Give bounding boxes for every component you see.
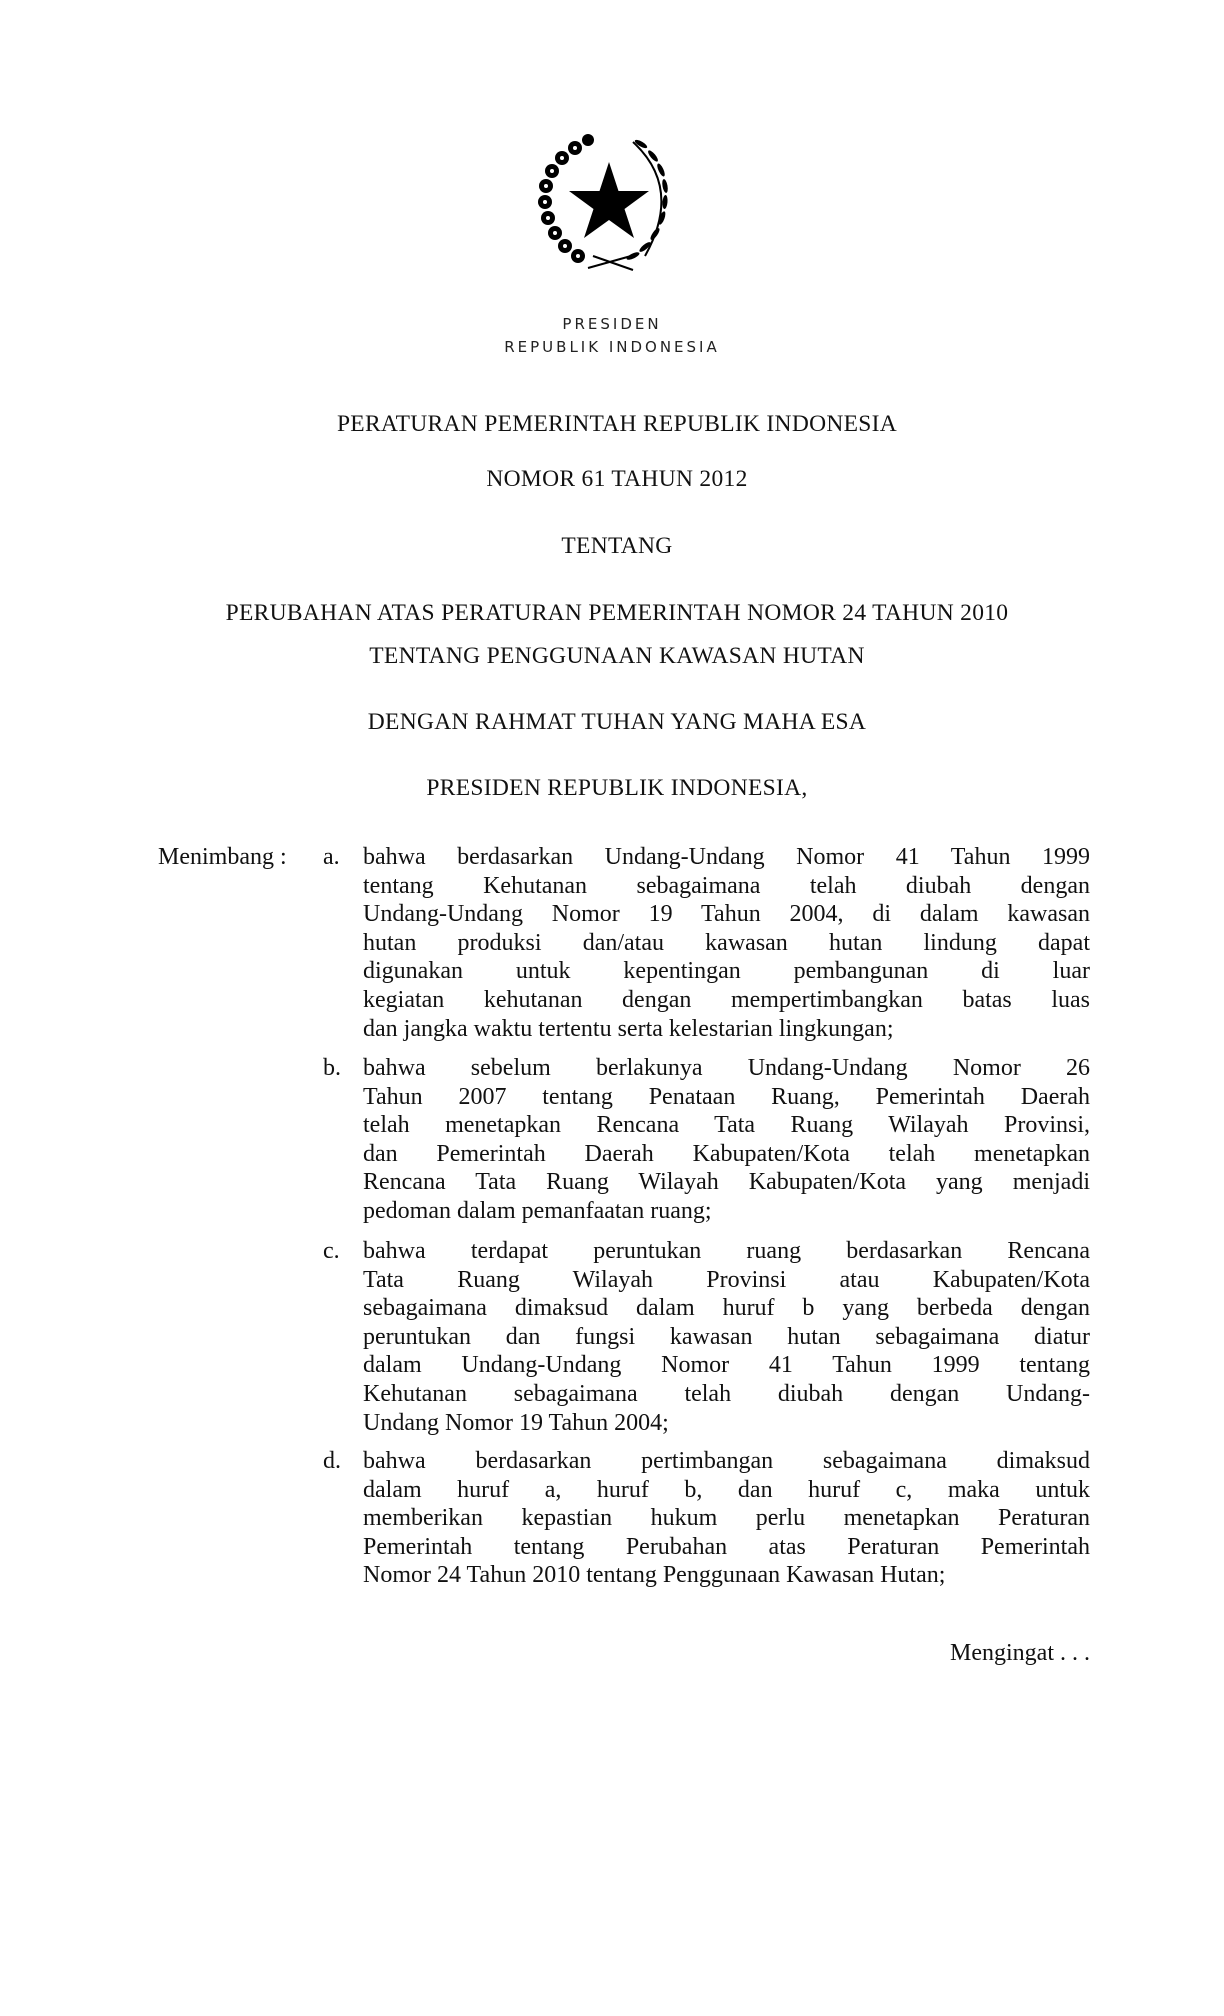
header-presiden: PRESIDEN xyxy=(562,315,662,333)
clause-line: Nomor 24 Tahun 2010 tentang Penggunaan Kawasan Hutan; xyxy=(363,1562,946,1589)
clause-text xyxy=(363,1447,1090,1590)
regulation-number: NOMOR 61 TAHUN 2012 xyxy=(486,466,748,492)
clause-text xyxy=(363,843,1090,1043)
clause-line: dalam huruf a, huruf b, dan huruf c, maka untuk xyxy=(363,1476,1090,1503)
clause-line: sebagaimana dimaksud dalam huruf b yang berbeda dengan xyxy=(363,1295,1090,1322)
clause-line: tentang Kehutanan sebagaimana telah diubah dengan xyxy=(363,872,1090,899)
presidential-emblem-icon xyxy=(533,128,685,280)
clause-line: dalam Undang-Undang Nomor 41 Tahun 1999 tentang xyxy=(363,1352,1090,1379)
clause-line: hutan produksi dan/atau kawasan hutan lindung dapat xyxy=(363,929,1090,956)
header-republik-indonesia: REPUBLIK INDONESIA xyxy=(504,338,720,356)
clause-marker: b. xyxy=(323,1055,341,1081)
clause-line: peruntukan dan fungsi kawasan hutan sebagaimana diatur xyxy=(363,1323,1090,1350)
clause-line: bahwa berdasarkan Undang-Undang Nomor 41 Tahun 1999 xyxy=(363,844,1090,870)
regulation-title: PERATURAN PEMERINTAH REPUBLIK INDONESIA xyxy=(336,411,898,437)
clause-line: dan jangka waktu tertentu serta kelestarian lingkungan; xyxy=(363,1015,894,1042)
clause-line: Tahun 2007 tentang Penataan Ruang, Pemerintah Daerah xyxy=(363,1083,1090,1110)
clause-line: bahwa terdapat peruntukan ruang berdasarkan Rencana xyxy=(363,1238,1090,1264)
clause-line: dan Pemerintah Daerah Kabupaten/Kota telah menetapkan xyxy=(363,1140,1090,1167)
clause-line: Rencana Tata Ruang Wilayah Kabupaten/Kota yang menjadi xyxy=(363,1169,1090,1196)
clause-line: digunakan untuk kepentingan pembangunan di luar xyxy=(363,958,1090,985)
clause-line: telah menetapkan Rencana Tata Ruang Wilayah Provinsi, xyxy=(363,1112,1090,1139)
clause-line: Undang-Undang Nomor 19 Tahun 2004, di dalam kawasan xyxy=(363,901,1090,928)
clause-line: Pemerintah tentang Perubahan atas Peraturan Pemerintah xyxy=(363,1533,1090,1560)
clause-marker: a. xyxy=(323,844,340,870)
clause-marker: c. xyxy=(323,1238,340,1264)
clause-text xyxy=(363,1054,1090,1226)
clause-text xyxy=(363,1237,1090,1437)
subject-line-2: TENTANG PENGGUNAAN KAWASAN HUTAN xyxy=(369,643,865,669)
preamble: DENGAN RAHMAT TUHAN YANG MAHA ESA xyxy=(367,709,867,735)
tentang-heading: TENTANG xyxy=(561,533,673,559)
clause-line: kegiatan kehutanan dengan mempertimbangkan batas luas xyxy=(363,986,1090,1013)
clause-marker: d. xyxy=(323,1448,341,1474)
clause-line: bahwa berdasarkan pertimbangan sebagaimana dimaksud xyxy=(363,1448,1090,1474)
clause-line: memberikan kepastian hukum perlu menetapkan Peraturan xyxy=(363,1505,1090,1532)
clause-line: Undang Nomor 19 Tahun 2004; xyxy=(363,1409,669,1436)
clause-line: Tata Ruang Wilayah Provinsi atau Kabupaten/Kota xyxy=(363,1266,1090,1293)
clause-line: bahwa sebelum berlakunya Undang-Undang Nomor 26 xyxy=(363,1055,1090,1081)
subject-line-1: PERUBAHAN ATAS PERATURAN PEMERINTAH NOMOR 24 TAHUN 2010 xyxy=(225,600,1009,626)
clause-line: pedoman dalam pemanfaatan ruang; xyxy=(363,1197,712,1224)
clause-line: Kehutanan sebagaimana telah diubah dengan Undang- xyxy=(363,1380,1090,1407)
menimbang-label: Menimbang : xyxy=(158,844,287,870)
continuation-mengingat: Mengingat . . . xyxy=(950,1640,1090,1666)
authority: PRESIDEN REPUBLIK INDONESIA, xyxy=(426,775,808,801)
